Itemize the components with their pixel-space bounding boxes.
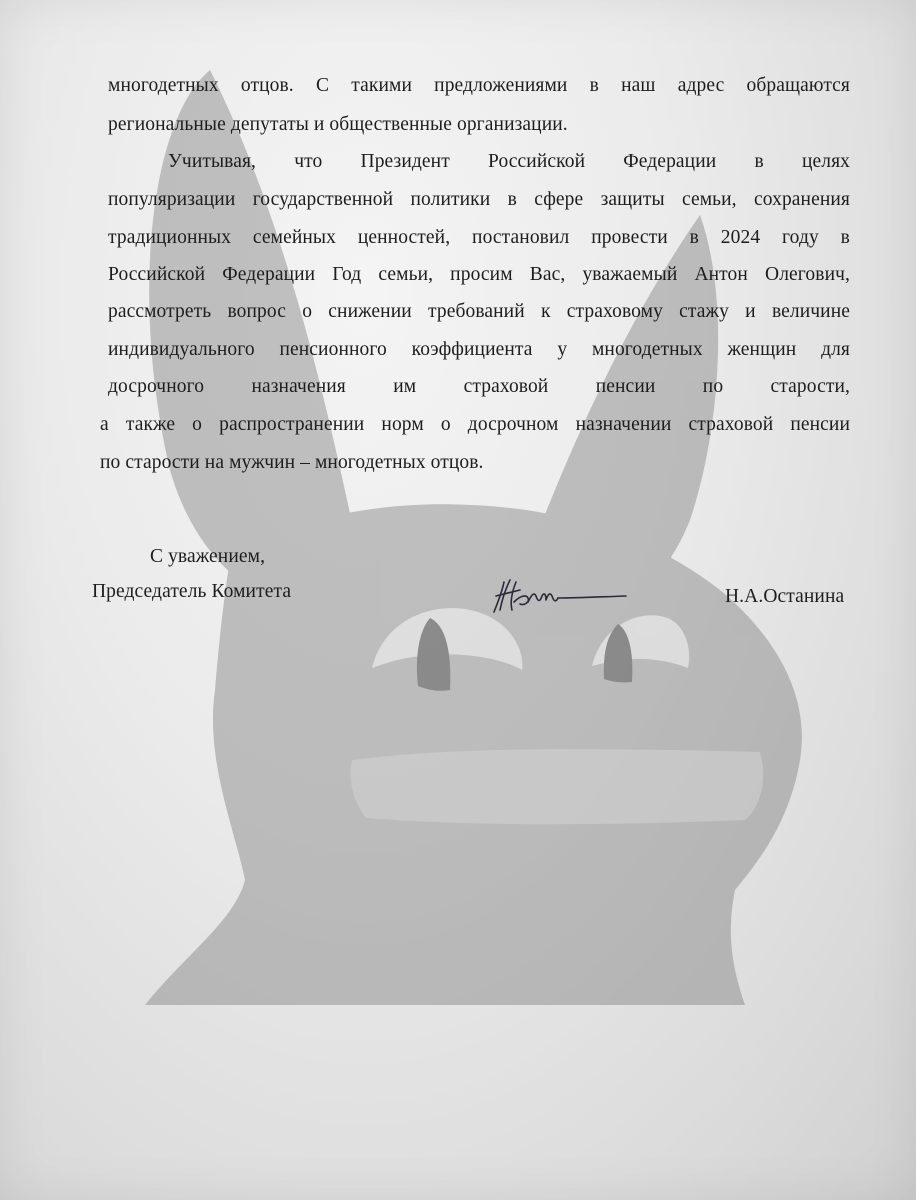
closing-signer [725,585,844,609]
paragraph-2-line-5 [108,300,850,324]
paragraph-2-line-6 [108,338,850,362]
text-line: а также о распространении норм о досрочном назначении страховой пенсии [100,414,850,435]
signer-name: Н.А.Останина [725,586,845,607]
paragraph-1-line-1 [108,74,850,98]
paragraph-2-line-7 [108,375,850,399]
paragraph-1-line-2 [108,113,568,137]
paragraph-2-line-8 [100,413,850,437]
text-line: рассмотреть вопрос о снижении требований к страховому стажу и величине [108,301,850,322]
closing-regards [150,545,265,569]
handwritten-signature-icon [486,572,636,622]
text-line: досрочного назначения им страховой пенсии по старости, [108,376,850,397]
text-line: популяризации государственной политики в сфере защиты семьи, сохранения [108,189,850,210]
paragraph-2-line-1 [168,150,850,174]
paragraph-2-line-4 [108,263,850,287]
text-line: Учитывая, что Президент Российской Федерации в целях [168,151,850,172]
text-line: Российской Федерации Год семьи, просим Вас, уважаемый Антон Олегович, [108,264,850,285]
paragraph-2-line-2 [108,188,850,212]
text-line: региональные депутаты и общественные организации. [108,114,568,135]
text-line: индивидуального пенсионного коэффициента у многодетных женщин для [108,339,850,360]
closing-position [92,580,291,604]
text-line: многодетных отцов. С такими предложениями в наш адрес обращаются [108,75,850,96]
text-line: традиционных семейных ценностей, постановил провести в 2024 году в [108,227,850,248]
paragraph-2-line-3 [108,226,850,250]
position-text: Председатель Комитета [92,581,292,602]
paragraph-2-line-9 [100,451,484,475]
regards-text: С уважением, [150,546,266,567]
text-line: по старости на мужчин – многодетных отцов. [100,452,484,473]
